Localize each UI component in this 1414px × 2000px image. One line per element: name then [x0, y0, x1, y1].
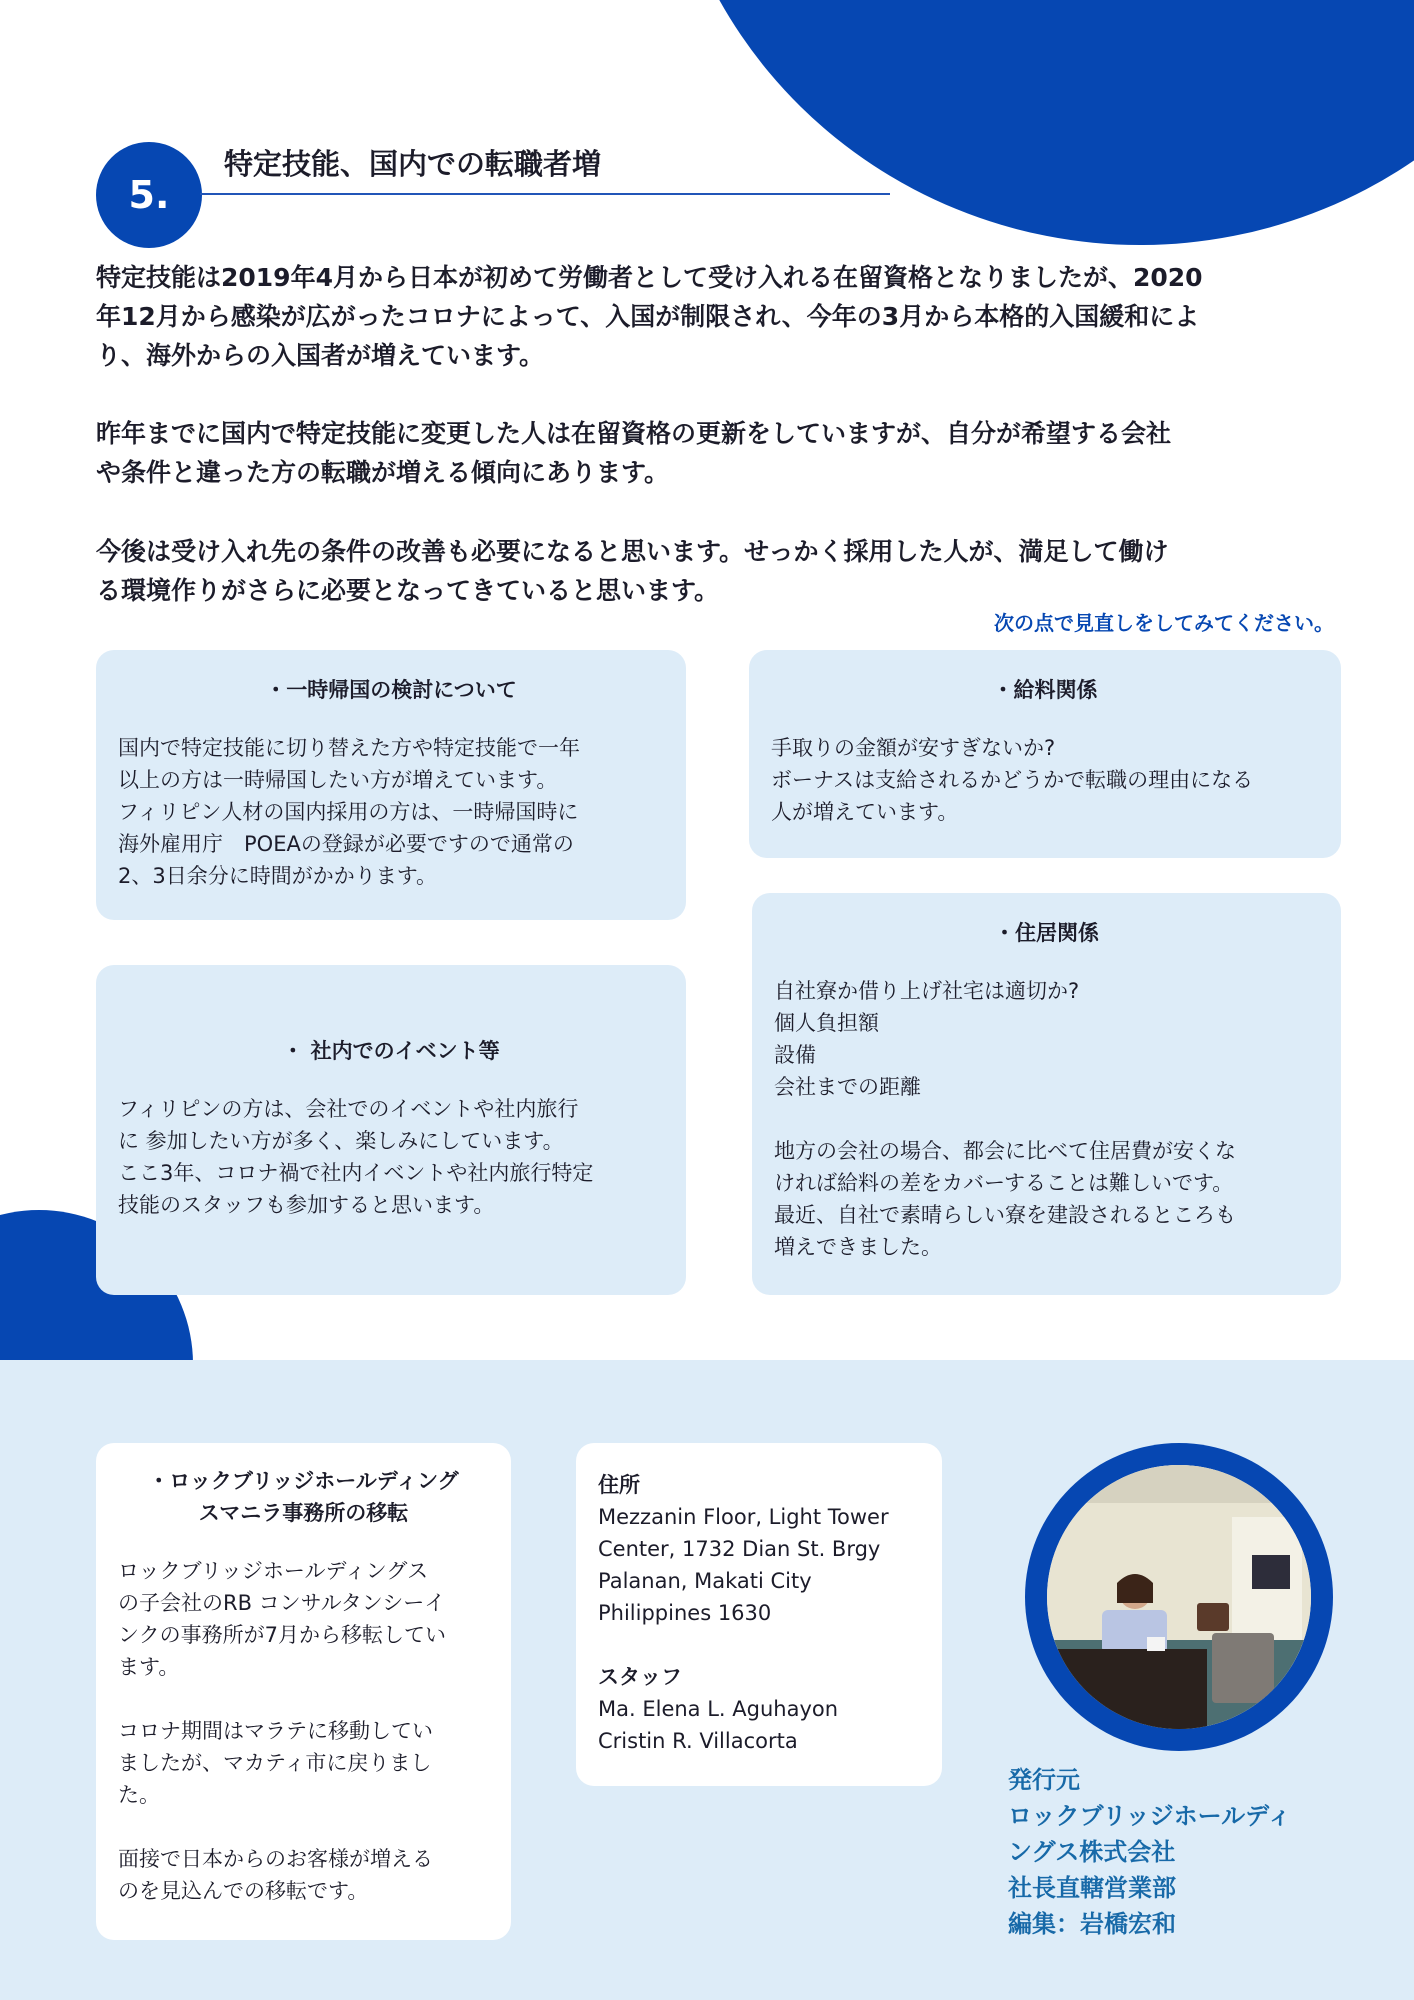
card-body: 手取りの金額が安すぎないか? ボーナスは支給されるかどうかで転職の理由になる 人が増えています。	[771, 736, 1254, 824]
card-body: 自社寮か借り上げ社宅は適切か? 個人負担額 設備 会社までの距離 地方の会社の場合、都会に比べて住居費が安くな ければ給料の差をカバーすることは難しいです。 最近、自社で素晴らしい寮を建設されるところも 増えできました。	[774, 979, 1236, 1259]
card-temporary-return	[96, 650, 686, 920]
staff-list: Ma. Elena L. Aguhayon Cristin R. Villacorta	[598, 1697, 839, 1753]
card-title: ・ 社内でのイベント等	[282, 1039, 500, 1063]
card-housing	[752, 893, 1341, 1295]
office-photo-frame	[1025, 1443, 1333, 1751]
intro-paragraph-2: 昨年までに国内で特定技能に変更した人は在留資格の更新をしていますが、自分が希望する会社 や条件と違った方の転職が増える傾向にあります。	[96, 419, 1172, 487]
section-number-badge: 5.	[96, 142, 202, 248]
office-photo	[1047, 1465, 1311, 1729]
card-events	[96, 965, 686, 1295]
staff-label: スタッフ	[598, 1665, 682, 1689]
review-note: 次の点で見直しをしてみてください。	[994, 611, 1334, 635]
publisher-info: 発行元 ロックブリッジホールディ ングス株式会社 社長直轄営業部 編集：岩橋宏和	[1008, 1766, 1292, 1938]
title-underline	[200, 193, 890, 195]
relocation-title: ・ロックブリッジホールディング スマニラ事務所の移転	[148, 1469, 459, 1525]
card-title: ・住居関係	[994, 921, 1099, 945]
address-label: 住所	[598, 1473, 640, 1497]
relocation-card	[96, 1443, 511, 1940]
card-salary	[749, 650, 1341, 858]
decorative-top-circle	[660, 0, 1414, 245]
section-title: 特定技能、国内での転職者増	[224, 147, 602, 181]
office-info-card	[576, 1443, 942, 1786]
card-title: ・給料関係	[992, 678, 1098, 702]
card-title: ・一時帰国の検討について	[265, 678, 517, 702]
intro-paragraph-1: 特定技能は2019年4月から日本が初めて労働者として受け入れる在留資格となりましたが、2020 年12月から感染が広がったコロナによって、入国が制限され、今年の3月から本格的入国緩和によ り、海外からの入国者が増えています。	[96, 263, 1203, 370]
intro-paragraph-3: 今後は受け入れ先の条件の改善も必要になると思います。せっかく採用した人が、満足して働け る環境作りがさらに必要となってきていると思います。	[96, 537, 1169, 605]
relocation-body: ロックブリッジホールディングス の子会社のRB コンサルタンシーイ ンクの事務所が7月から移転してい ます。 コロナ期間はマラテに移動してい ましたが、マカティ市に戻りまし た。 面接で日本からのお客様が増える のを見込んでの移転です。	[118, 1559, 446, 1903]
card-body: フィリピンの方は、会社でのイベントや社内旅行 に 参加したい方が多く、楽しみにしています。 ここ3年、コロナ禍で社内イベントや社内旅行特定 技能のスタッフも参加すると思います。	[118, 1097, 594, 1217]
card-body: 国内で特定技能に切り替えた方や特定技能で一年 以上の方は一時帰国したい方が増えています。 フィリピン人材の国内採用の方は、一時帰国時に 海外雇用庁 POEAの登録が必要ですので通常の 2、3日余分に時間がかかります。	[118, 736, 580, 888]
address-text: Mezzanin Floor, Light Tower Center, 1732 Dian St. Brgy Palanan, Makati City Philippines 1630	[598, 1505, 889, 1625]
